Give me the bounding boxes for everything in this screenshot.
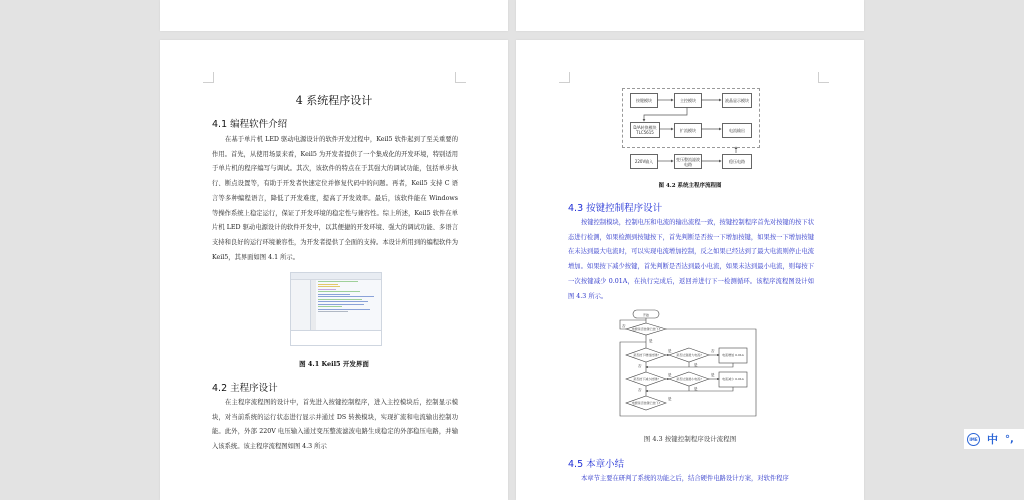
diagram-box: D/A转换模块 TLC5615: [630, 122, 660, 138]
svg-text:是否按下减少按键?: 是否按下减少按键?: [633, 377, 659, 381]
section-4-2-paragraph: 在主程序流程图的设计中，首先进入按键控制程序，进入主控模块后，控制显示模块，对当前系统的运行状态进行显示并通过 DS 转换模块，实现扩流和电流输出控制功能。此外，外部 220V 电压输入通过变压整流滤波电路生成稳定的外部稳压电路，并输入该系统。该主程序流程图如图 4.3 所示: [212, 399, 458, 451]
svg-text:是否达到最大电流?: 是否达到最大电流?: [676, 353, 702, 357]
svg-text:是: 是: [668, 349, 672, 353]
chapter-title: 4 系统程序设计: [295, 94, 373, 107]
diagram-box: 扩流模块: [674, 123, 702, 138]
svg-text:电源是否按键已按下?: 电源是否按键已按下?: [631, 401, 661, 405]
ime-punctuation-toggle-icon[interactable]: °,: [1005, 433, 1014, 445]
figure-4-2-block-diagram: [516, 40, 864, 200]
margin-corner-mark: [203, 72, 214, 83]
diagram-box: 按键模块: [630, 93, 658, 108]
svg-text:是: 是: [649, 339, 653, 343]
section-heading-4-3: 4.3 按键控制程序设计: [568, 203, 663, 214]
margin-corner-mark: [455, 72, 466, 83]
previous-page-right: [516, 0, 864, 31]
section-4-5-paragraph: 本章节主要在研判了系统的功能之后，结合硬件电路设计方案，对软件程序: [581, 475, 789, 482]
section-heading-4-5: 4.5 本章小结: [568, 459, 625, 470]
keil5-screenshot-image: [290, 272, 382, 346]
diagram-box: 220V输入: [630, 154, 658, 169]
diagram-box: 稳压电路: [722, 154, 752, 169]
ime-logo-icon[interactable]: IME: [967, 433, 980, 446]
previous-page-left: [160, 0, 508, 31]
ime-status-bar[interactable]: [964, 429, 1024, 449]
diagram-arrows: [516, 40, 864, 200]
svg-text:否: 否: [622, 324, 626, 328]
figure-4-2-caption: 图 4.2 系统主程序流程图: [658, 183, 722, 189]
svg-text:是否达到最小电流?: 是否达到最小电流?: [676, 377, 702, 381]
diagram-box: 电流输出: [722, 123, 752, 138]
diagram-box: 变压整流滤波电路: [674, 154, 702, 169]
svg-text:否: 否: [638, 364, 642, 368]
svg-text:电流减少 0.01A: 电流减少 0.01A: [722, 377, 744, 381]
diagram-box: 液晶显示模块: [722, 93, 752, 108]
section-4-1-paragraph: 在基于单片机 LED 驱动电源设计的软件开发过程中，Keil5 软件起到了至关重要的作用。首先，从使用场景来看，Keil5 为开发者提供了一个集成化的开发环境，特别适用于单片机的程序编写与调试。其次，该软件的特点在于其强大的调试功能，包括单步执行、断点设置等，有助于开发者快速定位并修复代码中的问题。再者，Keil5 支持 C 语言等多种编程语言，降低了开发难度，提高了开发效率。最后，该软件能在 Windows 等操作系统上稳定运行，保证了开发环境的稳定性与兼容性。综上所述，Keil5 软件在单片机 LED 驱动电源设计的软件开发中，以其便捷的开发环境、强大的调试功能、多语言支持和良好的运行环境兼容性，为开发者提供了全面的支持。本设计所用到的编程软件为 Keil5，其界面如图 4.1 所示。: [212, 136, 458, 261]
figure-4-3-caption: 图 4.3 按键控制程序设计流程图: [643, 435, 737, 443]
svg-text:是: 是: [711, 373, 715, 377]
svg-text:电源是否按键已按下?: 电源是否按键已按下?: [631, 327, 661, 331]
svg-text:否: 否: [638, 388, 642, 392]
svg-text:是: 是: [694, 363, 698, 367]
document-page-right[interactable]: [516, 40, 864, 500]
flow-node-start: 开始: [642, 313, 650, 317]
svg-text:是: 是: [668, 397, 672, 401]
svg-text:否: 否: [711, 349, 715, 353]
figure-4-3-flowchart: [516, 306, 864, 426]
svg-text:是: 是: [694, 387, 698, 391]
document-page-left[interactable]: [160, 40, 508, 500]
svg-text:电流增加 0.01A: 电流增加 0.01A: [722, 353, 744, 357]
section-heading-4-2: 4.2 主程序设计: [212, 383, 278, 394]
svg-text:是否按下增加按键?: 是否按下增加按键?: [633, 353, 659, 357]
ime-chinese-mode-toggle[interactable]: 中: [987, 433, 998, 446]
section-heading-4-1: 4.1 编程软件介绍: [212, 119, 288, 130]
section-4-3-paragraph: 按键控制模块，控制电压和电流的输出流程一致，按键控制程序首先对按键的按下状态进行检测，如果检测到按键按下，首先判断是否按一下增加按键，如果按一下增加按键在未达到最大电流时，可以实现电流增加控制，反之如果已经达到了最大电流则停止电流增加。如果按下减少按键，首先判断是否达到最小电流，如果未达到最小电流，则每按下一次按键减少 0.01A，在执行完成后，返回并进行下一检测循环。该程序流程图设计如图 4.3 所示。: [568, 219, 814, 300]
figure-4-1-caption: 图 4.1 Keil5 开发界面: [299, 360, 369, 368]
diagram-box: 主控模块: [674, 93, 702, 108]
svg-text:是: 是: [668, 373, 672, 377]
